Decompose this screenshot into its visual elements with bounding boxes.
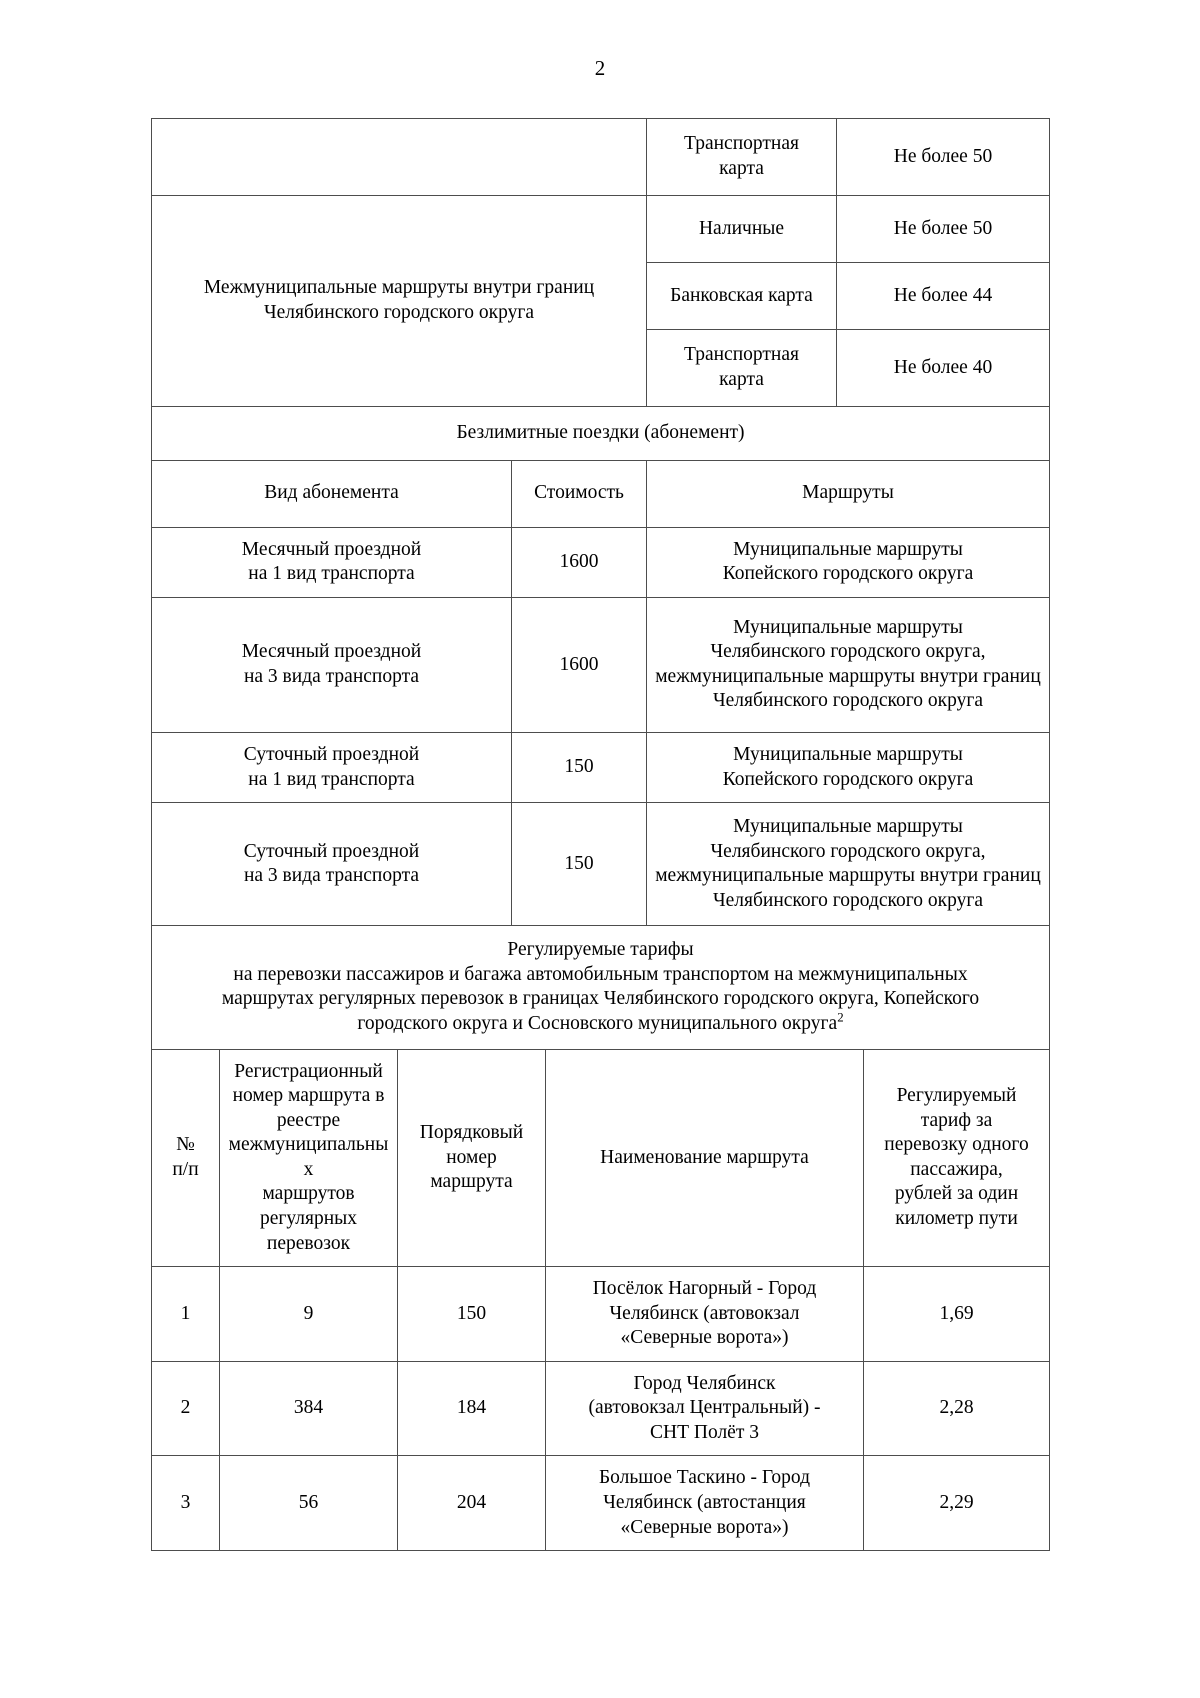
tariff-value-cell: 2,29: [864, 1456, 1050, 1551]
column-header-subscription-type: Вид абонемента: [152, 460, 512, 527]
subscription-type-cell: [152, 803, 512, 926]
column-header-routes: Маршруты: [647, 460, 1050, 527]
column-header-order-number-line: маршрута: [430, 1171, 513, 1193]
route-name-cell: [546, 1267, 864, 1362]
route-name-line: (автовокзал Центральный) -: [588, 1397, 821, 1419]
subscription-routes-cell: [647, 803, 1050, 926]
route-name-line: Посёлок Нагорный - Город: [592, 1278, 817, 1300]
table-row: [152, 597, 1050, 732]
route-group-label-cell: [152, 196, 647, 407]
route-name-line: «Северные ворота»): [620, 1516, 789, 1538]
payment-method-cell: Наличные: [647, 196, 837, 263]
registry-number-cell: 9: [220, 1267, 398, 1362]
subscription-routes-cell: [647, 732, 1050, 802]
regulated-heading-line-with-footnote: [158, 1012, 1043, 1037]
subscription-type-line: на 1 вид транспорта: [248, 563, 415, 585]
column-header-registry-number-line: реестре: [276, 1109, 341, 1131]
subscription-routes-line: Копейского городского округа: [722, 563, 974, 585]
regulated-heading-line: Регулируемые тарифы: [507, 939, 694, 961]
tariff-value-cell: 1,69: [864, 1267, 1050, 1362]
regulated-tariffs-table: [151, 1049, 1050, 1552]
payment-method-cell: Банковская карта: [647, 263, 837, 330]
subscription-routes-line: межмуниципальные маршруты внутри границ: [655, 865, 1041, 887]
column-header-registry-number-line: номер маршрута в: [232, 1085, 385, 1107]
table-row: [152, 407, 1050, 461]
payment-method-cell: [647, 330, 837, 407]
column-header-tariff-line: тариф за: [920, 1109, 993, 1131]
regulated-section-heading: [152, 926, 1050, 1049]
subscription-routes-line: Муниципальные маршруты: [733, 743, 963, 765]
table-row: [152, 1361, 1050, 1456]
column-header-index-line: №: [176, 1134, 195, 1156]
regulated-heading-line: на перевозки пассажиров и багажа автомобильным транспортом на межмуниципальных: [233, 963, 968, 985]
fares-empty-cell: [152, 119, 647, 196]
column-header-registry-number-line: регулярных перевозок: [259, 1207, 358, 1254]
payment-method-line: карта: [719, 369, 764, 390]
regulated-heading-line: маршрутах регулярных перевозок в границах Челябинского городского округа, Копейского: [221, 988, 980, 1010]
column-header-registry-number: [220, 1049, 398, 1267]
subscription-type-line: Суточный проездной: [243, 743, 420, 765]
column-header-tariff-line: перевозку одного: [884, 1134, 1029, 1156]
subscription-routes-line: Челябинского городского округа: [712, 889, 984, 911]
route-name-cell: [546, 1456, 864, 1551]
subscription-type-line: на 3 вида транспорта: [243, 865, 420, 887]
table-row: [152, 803, 1050, 926]
subscription-routes-line: Челябинского городского округа,: [710, 840, 986, 862]
subscription-type-line: Суточный проездной: [243, 840, 420, 862]
table-row: [152, 119, 1050, 196]
row-index-cell: 2: [152, 1361, 220, 1456]
subscription-routes-line: Муниципальные маршруты: [733, 816, 963, 838]
column-header-tariff-line: Регулируемый: [896, 1085, 1017, 1107]
column-header-index-line: п/п: [172, 1158, 199, 1180]
subscription-price-cell: 150: [512, 732, 647, 802]
subscription-routes-line: Челябинского городского округа: [712, 690, 984, 712]
table-row: [152, 460, 1050, 527]
row-index-cell: 1: [152, 1267, 220, 1362]
route-name-line: Большое Таскино - Город: [598, 1467, 811, 1489]
route-group-label-line: Межмуниципальные маршруты внутри границ: [203, 277, 595, 299]
fares-table: [151, 118, 1050, 1050]
column-header-price: Стоимость: [512, 460, 647, 527]
order-number-cell: 184: [398, 1361, 546, 1456]
column-header-tariff-line: километр пути: [895, 1207, 1018, 1229]
route-name-line: «Северные ворота»): [620, 1327, 789, 1349]
order-number-cell: 204: [398, 1456, 546, 1551]
route-name-line: Город Челябинск: [633, 1372, 776, 1394]
registry-number-cell: 56: [220, 1456, 398, 1551]
column-header-index: [152, 1049, 220, 1267]
route-name-line: Челябинск (автовокзал: [609, 1302, 800, 1324]
route-name-line: СНТ Полёт 3: [650, 1421, 759, 1443]
subscription-type-cell: [152, 732, 512, 802]
table-row: [152, 732, 1050, 802]
subscription-routes-cell: [647, 597, 1050, 732]
payment-method-line: Транспортная: [684, 133, 799, 155]
subscription-type-line: на 1 вид транспорта: [248, 768, 415, 790]
column-header-tariff-line: рублей за один: [894, 1183, 1019, 1205]
subscription-routes-line: Копейского городского округа: [722, 768, 974, 790]
order-number-cell: 150: [398, 1267, 546, 1362]
subscription-routes-cell: [647, 527, 1050, 597]
payment-method-line: Транспортная: [684, 344, 799, 366]
subscription-price-cell: 150: [512, 803, 647, 926]
column-header-registry-number-line: межмуниципальных: [228, 1134, 389, 1180]
subscription-routes-line: Челябинского городского округа,: [710, 641, 986, 663]
fare-value-cell: Не более 50: [837, 119, 1050, 196]
subscription-type-line: Месячный проездной: [241, 538, 422, 560]
regulated-heading-line-text: городского округа и Сосновского муниципального округа: [357, 1013, 838, 1034]
subscription-type-cell: [152, 597, 512, 732]
column-header-order-number-line: Порядковый: [419, 1121, 524, 1143]
fares-table-wrapper: [151, 118, 1049, 1551]
footnote-marker: 2: [837, 1010, 844, 1025]
route-group-label-line: Челябинского городского округа: [263, 302, 535, 323]
subscription-type-cell: [152, 527, 512, 597]
subscription-price-cell: 1600: [512, 527, 647, 597]
subscription-routes-line: Муниципальные маршруты: [733, 538, 963, 560]
fare-value-cell: Не более 40: [837, 330, 1050, 407]
table-row: [152, 196, 1050, 263]
subscription-type-line: на 3 вида транспорта: [243, 665, 420, 687]
table-header-row: [152, 1049, 1050, 1267]
column-header-order-number-line: номер: [446, 1146, 497, 1168]
column-header-registry-number-line: маршрутов: [262, 1183, 355, 1205]
subscription-type-line: Месячный проездной: [241, 641, 422, 663]
column-header-route-name: Наименование маршрута: [546, 1049, 864, 1267]
route-name-line: Челябинск (автостанция: [603, 1492, 806, 1513]
column-header-tariff: [864, 1049, 1050, 1267]
payment-method-cell: [647, 119, 837, 196]
subscription-price-cell: 1600: [512, 597, 647, 732]
fare-value-cell: Не более 44: [837, 263, 1050, 330]
route-name-cell: [546, 1361, 864, 1456]
column-header-registry-number-line: Регистрационный: [234, 1060, 383, 1082]
subscription-routes-line: межмуниципальные маршруты внутри границ: [655, 665, 1041, 687]
fare-value-cell: Не более 50: [837, 196, 1050, 263]
payment-method-line: карта: [719, 158, 764, 179]
table-row: [152, 1456, 1050, 1551]
unlimited-section-title: Безлимитные поездки (абонемент): [152, 407, 1050, 461]
column-header-order-number: [398, 1049, 546, 1267]
page-number: 2: [594, 56, 606, 80]
table-row: [152, 527, 1050, 597]
table-row: [152, 926, 1050, 1049]
subscription-routes-line: Муниципальные маршруты: [733, 616, 963, 638]
row-index-cell: 3: [152, 1456, 220, 1551]
registry-number-cell: 384: [220, 1361, 398, 1456]
column-header-tariff-line: пассажира,: [910, 1158, 1003, 1180]
tariff-value-cell: 2,28: [864, 1361, 1050, 1456]
table-row: [152, 1267, 1050, 1362]
